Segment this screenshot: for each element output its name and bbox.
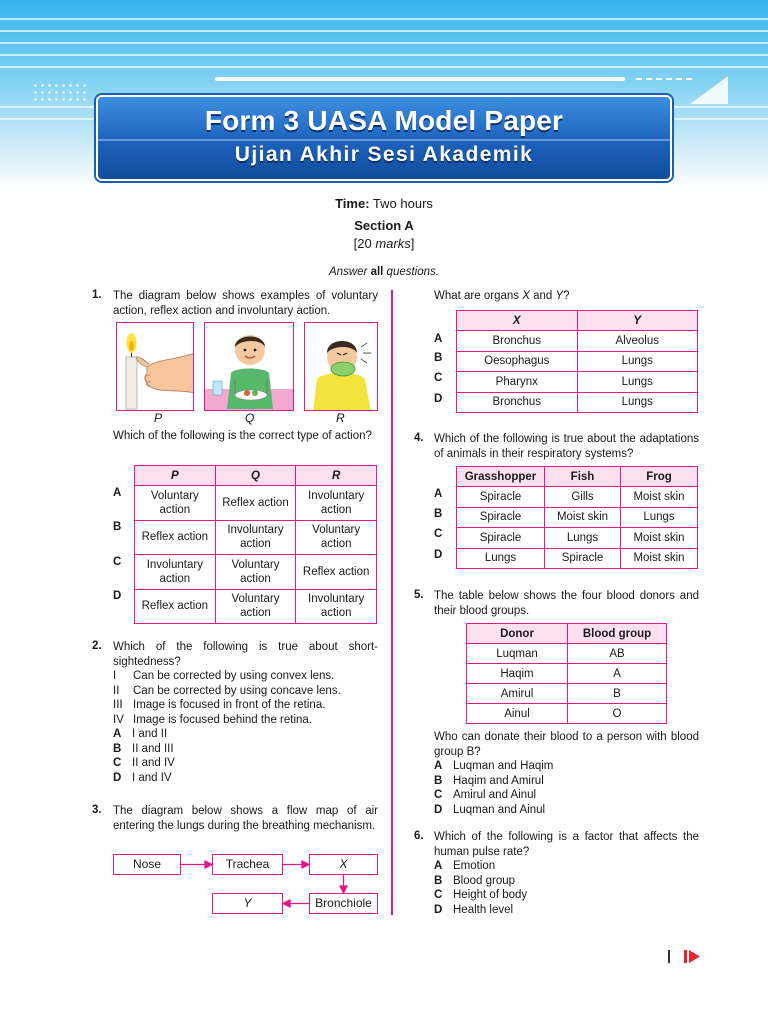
q3-number: 3.: [92, 804, 102, 816]
option-letter: A: [434, 860, 443, 872]
roman-numeral: III: [113, 699, 123, 711]
marks-close: ]: [410, 236, 415, 251]
table-row: [467, 684, 667, 704]
q1-row-label: D: [113, 590, 122, 602]
q1-row-label: A: [113, 487, 122, 499]
q1-row-label: C: [113, 556, 122, 568]
q3-question-x: X: [522, 290, 530, 302]
option-letter: B: [113, 742, 122, 755]
option-text: Health level: [453, 903, 514, 916]
table-row: [457, 548, 698, 569]
table-cell: Moist skin: [545, 507, 621, 528]
image-label-p: P: [154, 411, 163, 425]
marks-word: marks: [375, 236, 411, 251]
table-cell: Spiracle: [457, 528, 545, 549]
q4-row-label: C: [434, 528, 443, 540]
q3-options-table: [456, 310, 698, 413]
q2-number: 2.: [92, 640, 102, 652]
q6-number: 6.: [414, 830, 424, 842]
q3-question-end: ?: [563, 290, 570, 302]
table-header: Y: [577, 311, 698, 331]
table-row: [457, 487, 698, 508]
time-value: Two hours: [372, 196, 433, 211]
q4-number: 4.: [414, 432, 424, 444]
table-cell: Involuntary action: [296, 486, 377, 521]
q6-option[interactable]: [434, 874, 515, 889]
option-text: I and II: [132, 728, 168, 740]
table-row: [457, 372, 698, 393]
q4-row-label: D: [434, 549, 443, 561]
option-text: Emotion: [453, 860, 496, 872]
option-text: Luqman and Haqim: [453, 760, 554, 772]
instr-a: Answer: [329, 266, 371, 278]
option-letter: A: [434, 760, 443, 772]
table-row: [457, 392, 698, 413]
statement-text: Image is focused in front of the retina.: [133, 699, 326, 711]
table-header: Blood group: [568, 624, 667, 644]
image-label-r: R: [336, 411, 345, 425]
table-cell: Haqim: [467, 664, 568, 684]
table-row: [457, 351, 698, 372]
table-cell: Voluntary action: [215, 589, 296, 624]
table-cell: Reflex action: [135, 589, 216, 624]
q3-row-label: D: [434, 393, 443, 405]
table-row: [457, 528, 698, 549]
option-text: Blood group: [453, 874, 516, 887]
page-title: Form 3 UASA Model Paper: [204, 105, 564, 136]
table-header: Fish: [545, 467, 621, 487]
flow-y: Y: [212, 893, 283, 914]
q1-number: 1.: [92, 289, 102, 301]
page-subtitle: Ujian Akhir Sesi Akademik: [234, 143, 534, 166]
table-cell: AB: [568, 644, 667, 664]
table-cell: Lungs: [577, 372, 698, 393]
option-text: Haqim and Amirul: [453, 774, 544, 787]
table-header: X: [457, 311, 578, 331]
table-cell: Lungs: [621, 507, 698, 528]
q3-question: [434, 289, 699, 304]
roman-numeral: I: [113, 670, 117, 682]
image-label-q: Q: [245, 411, 255, 425]
table-row: [467, 644, 667, 664]
instr-c: questions.: [383, 266, 439, 278]
table-cell: O: [568, 704, 667, 724]
roman-numeral: IV: [113, 713, 124, 726]
table-cell: Moist skin: [621, 487, 698, 508]
option-letter: C: [434, 789, 443, 801]
instr-all: all: [370, 266, 384, 278]
table-cell: Involuntary action: [296, 589, 377, 624]
option-letter: C: [113, 757, 122, 769]
table-row: [467, 664, 667, 684]
table-row: [457, 331, 698, 352]
table-cell: Moist skin: [621, 528, 698, 549]
table-header: Frog: [621, 467, 698, 487]
q1-row-label: B: [113, 521, 122, 533]
table-header: Grasshopper: [457, 467, 545, 487]
option-letter: A: [113, 728, 122, 740]
q5-option[interactable]: [434, 803, 545, 818]
option-text: I and IV: [132, 771, 172, 784]
option-letter: B: [434, 774, 443, 787]
option-letter: C: [434, 889, 443, 901]
q3-question-y: Y: [555, 290, 564, 302]
option-letter: D: [434, 803, 443, 816]
page-marker: [668, 950, 670, 963]
q5-option[interactable]: [434, 759, 553, 774]
table-cell: Lungs: [457, 548, 545, 569]
table-cell: Voluntary action: [215, 555, 296, 590]
option-text: II and III: [132, 742, 174, 755]
q4-row-label: B: [434, 508, 443, 520]
q4-row-label: A: [434, 488, 443, 500]
table-cell: B: [568, 684, 667, 704]
q6-option[interactable]: [434, 888, 527, 903]
option-text: II and IV: [132, 757, 175, 769]
option-letter: D: [113, 771, 122, 784]
q2-text: Which of the following is true about short-sightedness?: [113, 641, 378, 668]
flow-trachea: Trachea: [212, 854, 283, 875]
table-cell: Spiracle: [457, 487, 545, 508]
q5-option[interactable]: [434, 774, 544, 789]
q6-option[interactable]: [434, 903, 513, 918]
table-cell: A: [568, 664, 667, 684]
table-cell: Lungs: [545, 528, 621, 549]
table-cell: Reflex action: [135, 520, 216, 555]
table-cell: Reflex action: [215, 486, 296, 521]
q3-row-label: B: [434, 352, 443, 364]
q1-question: Which of the following is the correct type of action?: [113, 430, 372, 442]
statement-text: Can be corrected by using concave lens.: [133, 684, 341, 697]
q3-question-a: What are organs: [434, 290, 523, 302]
table-cell: Bronchus: [457, 392, 578, 413]
table-header: Q: [215, 466, 296, 486]
table-cell: Alveolus: [577, 331, 698, 352]
table-cell: Involuntary action: [135, 555, 216, 590]
statement-text: Image is focused behind the retina.: [133, 713, 313, 726]
option-text: Luqman and Ainul: [453, 803, 546, 816]
table-cell: Moist skin: [621, 548, 698, 569]
option-letter: B: [434, 874, 443, 887]
q3-text: The diagram below shows a flow map of air entering the lungs during the breathing mechanism.: [113, 805, 378, 832]
q5-option[interactable]: [434, 788, 536, 803]
q1-text: The diagram below shows examples of voluntary action, reflex action and involuntary action.: [113, 290, 378, 317]
table-cell: Luqman: [467, 644, 568, 664]
q3-row-label: A: [434, 333, 443, 345]
q5-number: 5.: [414, 589, 424, 601]
flow-x: X: [309, 854, 378, 875]
table-cell: Lungs: [577, 351, 698, 372]
table-cell: Ainul: [467, 704, 568, 724]
section-title: Section A: [354, 218, 414, 233]
table-cell: Voluntary action: [296, 520, 377, 555]
q4-text: Which of the following is true about the adaptations of animals in their respiratory systems?: [434, 433, 699, 460]
table-cell: Spiracle: [457, 507, 545, 528]
statement-text: Can be corrected by using convex lens.: [133, 670, 335, 682]
option-letter: D: [434, 903, 443, 916]
table-row: [457, 507, 698, 528]
q5-question: Who can donate their blood to a person with blood group B?: [434, 731, 699, 758]
table-row: [467, 704, 667, 724]
table-cell: Gills: [545, 487, 621, 508]
marks-open: [20: [353, 236, 376, 251]
option-text: Height of body: [453, 889, 528, 901]
q4-options-table: [456, 466, 698, 569]
table-cell: Voluntary action: [135, 486, 216, 521]
table-header: P: [135, 466, 216, 486]
q5-text: The table below shows the four blood donors and their blood groups.: [434, 590, 699, 617]
q6-text: Which of the following is a factor that affects the human pulse rate?: [434, 831, 699, 858]
table-cell: Pharynx: [457, 372, 578, 393]
flow-bronchiole: Bronchiole: [309, 893, 378, 914]
flow-nose: Nose: [113, 854, 181, 875]
option-text: Amirul and Ainul: [453, 789, 537, 801]
roman-numeral: II: [113, 684, 120, 697]
time-label: Time:: [335, 196, 370, 211]
table-header: Donor: [467, 624, 568, 644]
q6-option[interactable]: [434, 859, 495, 874]
table-cell: Reflex action: [296, 555, 377, 590]
table-cell: Involuntary action: [215, 520, 296, 555]
table-header: R: [296, 466, 377, 486]
table-cell: Amirul: [467, 684, 568, 704]
next-page-icon[interactable]: [684, 950, 700, 963]
table-cell: Oesophagus: [457, 351, 578, 372]
table-cell: Bronchus: [457, 331, 578, 352]
q3-question-and: and: [529, 290, 556, 302]
table-cell: Lungs: [577, 392, 698, 413]
q5-donor-table: [466, 623, 667, 724]
table-cell: Spiracle: [545, 548, 621, 569]
q3-row-label: C: [434, 372, 443, 384]
